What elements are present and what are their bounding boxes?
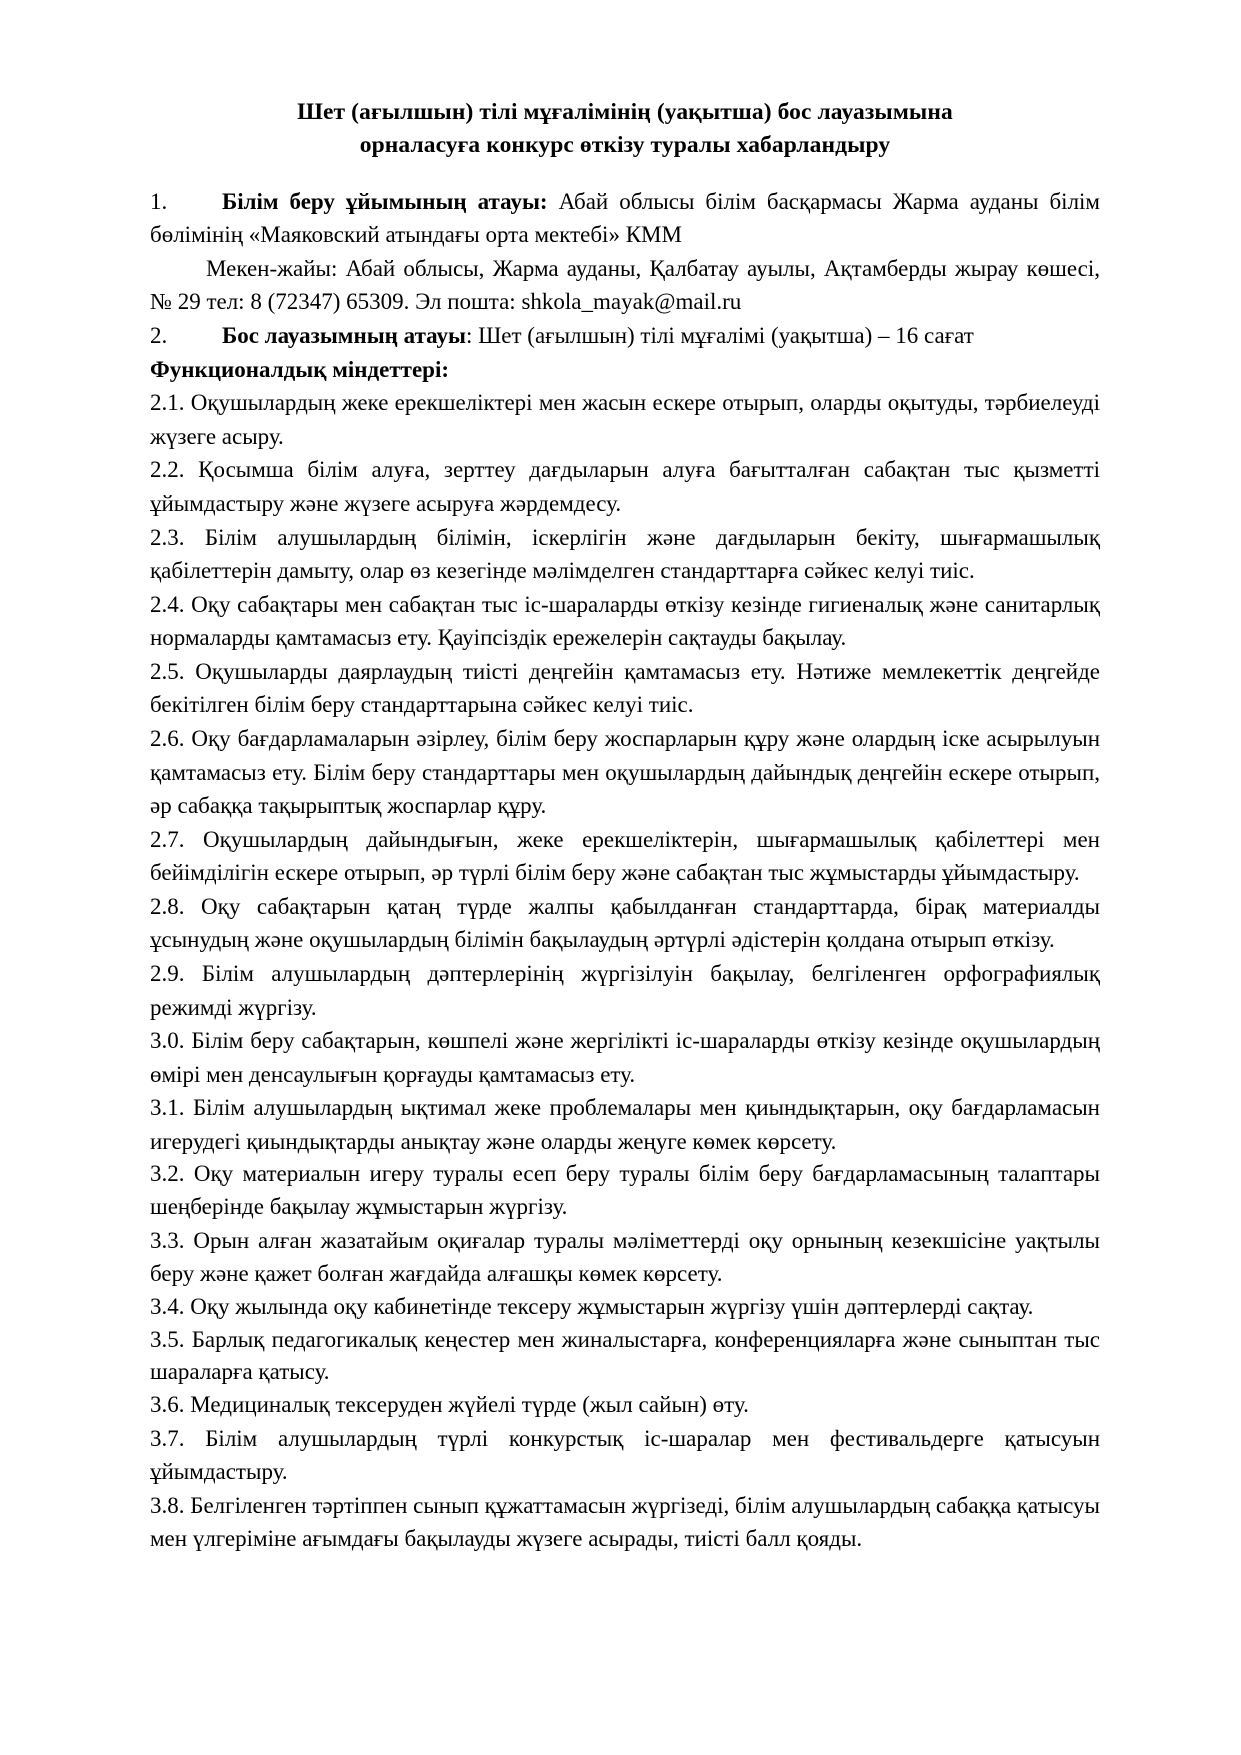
duty-item	[150, 1158, 1100, 1223]
section-1-label: Білім беру ұйымының атауы:	[222, 188, 548, 214]
duty-number: 3.1.	[150, 1095, 185, 1121]
section-1-value: Абай облысы білім басқармасы Жарма ауданы білім бөлімінің «Маяковский атындағы орта мектебі» КММ	[150, 188, 1100, 248]
duty-number: 2.3.	[150, 524, 185, 550]
duty-item	[150, 957, 1100, 1024]
duty-item	[150, 823, 1100, 890]
section-1-organization-name	[150, 185, 1100, 252]
page-title	[150, 96, 1100, 163]
duty-item	[150, 722, 1100, 823]
duty-item	[150, 1091, 1100, 1158]
duty-number: 3.3.	[150, 1227, 185, 1253]
duty-item	[150, 453, 1100, 520]
section-2-label: Бос лауазымның атауы	[222, 323, 466, 349]
duty-number: 2.2.	[150, 457, 185, 483]
duty-item	[150, 1291, 1100, 1324]
duty-number: 2.6.	[150, 725, 185, 751]
duty-item	[150, 1489, 1100, 1556]
duty-item	[150, 386, 1100, 453]
duty-number: 2.4.	[150, 591, 185, 617]
duty-text: Орын алған жазатайым оқиғалар туралы мәліметтерді оқу орнының кезекшісіне уақтылы беру және қажет болған жағдайда алғашқы көмек көрсету.	[150, 1227, 1100, 1287]
duty-text: Оқу жылында оқу кабинетінде тексеру жұмыстарын жүргізу үшін дәптерлерді сақтау.	[190, 1293, 1034, 1319]
address-value: Абай облысы, Жарма ауданы, Қалбатау ауылы, Ақтамберды жырау көшесі, № 29 тел: 8 (72347) 65309. Эл пошта: shkola_mayak@mail.ru	[150, 255, 1100, 315]
duty-text: Белгіленген тәртіппен сынып құжаттамасын жүргізеді, білім алушылардың сабаққа қатысуы мен үлгеріміне ағымдағы бақылауды жүзеге асырады, тиісті балл қояды.	[150, 1492, 1100, 1552]
duty-text: Білім алушылардың білімін, іскерлігін және дағдыларын бекіту, шығармашылық қабілеттерін дамыту, олар өз кезегінде мәлімделген стандарттарға сәйкес келуі тиіс.	[150, 524, 1100, 584]
duties-heading	[150, 353, 1100, 387]
duty-number: 3.0.	[150, 1028, 185, 1054]
duty-text: Оқушыларды даярлаудың тиісті деңгейін қамтамасыз ету. Нәтиже мемлекеттік деңгейде бекітілген білім беру стандарттарына сәйкес келуі тиіс.	[150, 658, 1101, 718]
duty-number: 3.8.	[150, 1492, 185, 1518]
duty-item	[150, 1422, 1100, 1489]
duty-text: Медициналық тексеруден жүйелі түрде (жыл сайын) өту.	[190, 1391, 749, 1417]
duty-text: Білім беру сабақтарын, көшпелі және жергілікті іс-шараларды өткізу кезінде оқушылардың өмірі мен денсаулығын қорғауды қамтамасыз ету.	[150, 1028, 1100, 1087]
duty-item	[150, 890, 1100, 957]
duty-item	[150, 655, 1100, 722]
duty-item	[150, 1324, 1100, 1389]
section-2-vacancy-title	[150, 319, 1100, 353]
duty-item	[150, 1389, 1100, 1422]
section-1-number: 1.	[150, 188, 168, 214]
duty-text: Білім алушылардың ықтимал жеке проблемалары мен қиындықтарын, оқу бағдарламасын игерудегі қиындықтарды анықтау және оларды жеңуге көмек көрсету.	[150, 1095, 1100, 1154]
duty-text: Білім алушылардың дәптерлерінің жүргізілуін бақылау, белгіленген орфографиялық режимді жүргізу.	[150, 961, 1101, 1020]
section-2-value: : Шет (ағылшын) тілі мұғалімі (уақытша) – 16 сағат	[465, 323, 974, 349]
duty-number: 2.5.	[150, 658, 185, 684]
duty-text: Оқу материалын игеру туралы есеп беру туралы білім беру бағдарламасының талаптары шеңберінде бақылау жұмыстарын жүргізу.	[150, 1161, 1101, 1220]
duty-text: Оқу бағдарламаларын әзірлеу, білім беру жоспарларын құру және олардың іске асырылуын қамтамасыз ету. Білім беру стандарттары мен оқушылардың дайындық деңгейін ескере отырып, әр сабаққа тақырыптық жоспарлар құру.	[150, 725, 1100, 819]
duty-text: Оқу сабақтары мен сабақтан тыс іс-шараларды өткізу кезінде гигиеналық және санитарлық нормаларды қамтамасыз ету. Қауіпсіздік ережелерін сақтауды бақылау.	[150, 591, 1101, 651]
duty-number: 2.1.	[150, 390, 185, 416]
section-2-number: 2.	[150, 323, 168, 349]
duty-item	[150, 1224, 1100, 1291]
page-title-line-1: Шет (ағылшын) тілі мұғалімінің (уақытша) бос лауазымына	[297, 99, 953, 125]
duty-text: Оқушылардың жеке ерекшеліктері мен жасын ескере отырып, оларды оқытуды, тәрбиелеуді жүзеге асыру.	[150, 390, 1101, 449]
page-title-line-2: орналасуға конкурс өткізу туралы хабарландыру	[359, 132, 891, 159]
duty-number: 3.2.	[150, 1161, 185, 1187]
duty-text: Қосымша білім алуға, зерттеу дағдыларын алуға бағытталған сабақтан тыс қызметті ұйымдастыру және жүзеге асыруға жәрдемдесу.	[150, 457, 1101, 516]
address-label: Мекен-жайы:	[206, 255, 338, 281]
duty-number: 2.8.	[150, 893, 185, 919]
duties-list	[150, 386, 1100, 1556]
duty-text: Білім алушылардың түрлі конкурстық іс-шаралар мен фестивальдерге қатысуын ұйымдастыру.	[150, 1425, 1101, 1485]
duty-item	[150, 1024, 1100, 1091]
duty-item	[150, 521, 1100, 588]
section-address	[150, 252, 1100, 319]
duty-number: 2.7.	[150, 826, 185, 852]
duty-number: 3.6.	[150, 1391, 185, 1417]
duties-heading-text: Функционалдық міндеттері:	[150, 356, 450, 382]
duty-text: Оқу сабақтарын қатаң түрде жалпы қабылданған стандарттарда, бірақ материалды ұсынудың және оқушылардың білімін бақылаудың әртүрлі әдістерін қолдана отырып өткізу.	[150, 893, 1100, 953]
duty-number: 3.7.	[150, 1425, 185, 1451]
duty-number: 3.5.	[150, 1326, 185, 1352]
duty-number: 2.9.	[150, 961, 185, 987]
duty-item	[150, 588, 1100, 655]
duty-text: Оқушылардың дайындығын, жеке ерекшеліктерін, шығармашылық қабілеттері мен бейімділігін ескере отырып, әр түрлі білім беру және сабақтан тыс жұмыстарды ұйымдастыру.	[150, 826, 1100, 886]
duty-text: Барлық педагогикалық кеңестер мен жиналыстарға, конференцияларға және сыныптан тыс шараларға қатысу.	[150, 1326, 1100, 1385]
duty-number: 3.4.	[150, 1293, 185, 1319]
